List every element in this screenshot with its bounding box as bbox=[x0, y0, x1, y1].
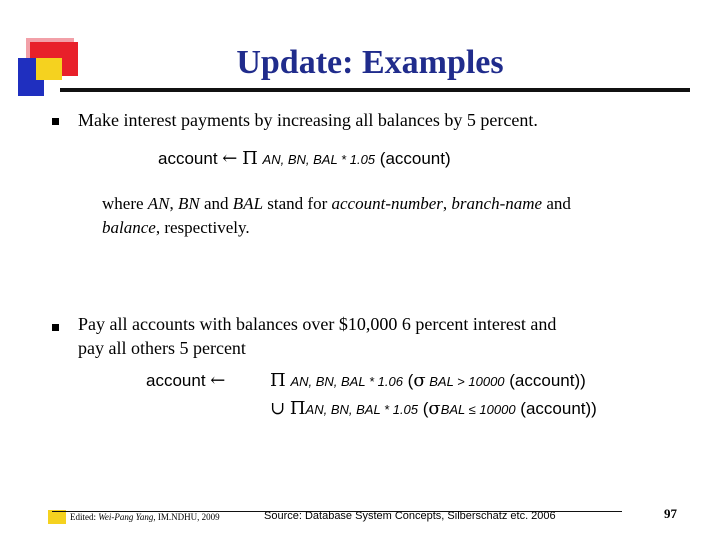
formula-2-open-2: ( bbox=[418, 399, 429, 418]
footer-edited-suffix: , IM.NDHU, 2009 bbox=[153, 512, 220, 522]
logo-yellow-square bbox=[36, 58, 62, 80]
footer-edited-prefix: Edited: bbox=[70, 512, 99, 522]
bullet-text-1: Make interest payments by increasing all balances by 5 percent. bbox=[78, 110, 538, 130]
formula-2-arrow: ← bbox=[210, 370, 226, 391]
formula-2-sigma-2: σ bbox=[428, 398, 441, 419]
formula-1-arrow: ← bbox=[222, 148, 238, 169]
footer-edited-credit bbox=[70, 512, 220, 522]
footer-yellow-mark bbox=[48, 510, 66, 524]
where-tail: , respectively. bbox=[155, 218, 250, 237]
formula-1-lhs: account bbox=[158, 149, 218, 168]
bullet-marker-1 bbox=[52, 118, 59, 125]
where-account-number: account-number bbox=[331, 194, 443, 213]
slide-title: Update: Examples bbox=[236, 44, 504, 81]
where-comma-2: , bbox=[442, 194, 452, 213]
bullet-marker-2 bbox=[52, 324, 59, 331]
formula-2-sigma-1: σ bbox=[413, 370, 426, 391]
bullet-2-line-1: Pay all accounts with balances over $10,000 6 percent interest and bbox=[78, 314, 557, 334]
formula-2-pi-2: Π bbox=[289, 398, 306, 419]
where-bn: BN bbox=[178, 194, 200, 213]
bullet-text-2 bbox=[78, 312, 678, 360]
page-number: 97 bbox=[664, 506, 677, 521]
formula-1-pi: Π bbox=[242, 148, 258, 169]
where-paragraph bbox=[102, 192, 682, 240]
where-balance: balance bbox=[102, 218, 156, 237]
where-text: where bbox=[102, 194, 148, 213]
formula-2-condition-1: BAL > 10000 bbox=[425, 374, 505, 389]
formula-1 bbox=[158, 148, 451, 169]
where-and-2: and bbox=[542, 194, 571, 213]
where-comma: , bbox=[169, 194, 179, 213]
formula-2-projection-1: AN, BN, BAL * 1.06 bbox=[290, 374, 403, 389]
formula-2-open-1: ( bbox=[402, 371, 414, 390]
formula-2-lhs: account bbox=[146, 371, 206, 390]
formula-2-line-1 bbox=[270, 370, 586, 391]
footer-source: Source: Database System Concepts, Silberschatz etc. 2006 bbox=[264, 510, 556, 522]
footer-edited-name: Wei-Pang Yang bbox=[98, 512, 154, 522]
bullet-2-line-2: pay all others 5 percent bbox=[78, 338, 246, 358]
formula-1-argument: (account) bbox=[379, 149, 451, 168]
formula-2-projection-2: AN, BN, BAL * 1.05 bbox=[305, 402, 419, 417]
formula-2-argument-2: (account)) bbox=[515, 399, 597, 418]
formula-2-line-2 bbox=[270, 398, 597, 419]
formula-2-pi-1: Π bbox=[270, 370, 286, 391]
where-bal: BAL bbox=[232, 194, 264, 213]
where-and: and bbox=[199, 194, 233, 213]
formula-2-argument-1: (account)) bbox=[504, 371, 586, 390]
formula-2-union: ∪ bbox=[270, 398, 286, 419]
formula-2-lhs-block bbox=[146, 370, 225, 391]
formula-1-projection: AN, BN, BAL * 1.05 bbox=[262, 152, 376, 167]
where-branch-name: branch-name bbox=[451, 194, 543, 213]
where-an: AN bbox=[147, 194, 170, 213]
formula-2-condition-2: BAL ≤ 10000 bbox=[440, 402, 516, 417]
title-divider bbox=[60, 88, 690, 92]
where-stand-for: stand for bbox=[263, 194, 332, 213]
